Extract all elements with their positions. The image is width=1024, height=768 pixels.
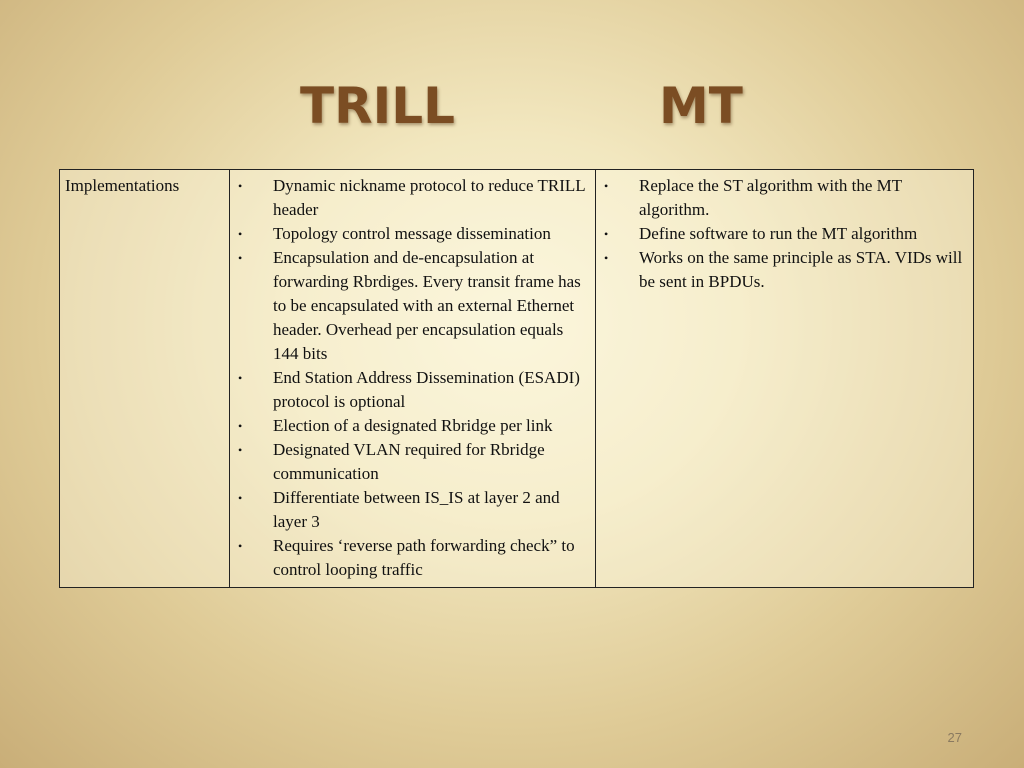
list-item-text: End Station Address Dissemination (ESADI) protocol is optional	[273, 368, 580, 411]
list-item-text: Designated VLAN required for Rbridge communication	[273, 440, 545, 483]
list-item	[235, 366, 590, 414]
row-label-cell	[60, 170, 230, 588]
title-mt: MT	[659, 77, 743, 135]
list-item-text: Election of a designated Rbridge per link	[273, 416, 553, 435]
list-item-text: Encapsulation and de-encapsulation at forwarding Rbrdiges. Every transit frame has to be encapsulated with an external Ethernet header. Overhead per encapsulation equals 144 bits	[273, 248, 581, 363]
list-item	[601, 246, 968, 294]
list-item-text: Define software to run the MT algorithm	[639, 224, 918, 243]
table-row	[60, 170, 974, 588]
list-item	[235, 486, 590, 534]
title-trill: TRILL	[300, 77, 455, 135]
bullet-icon: •	[238, 371, 243, 385]
list-item	[235, 414, 590, 438]
list-item-text: Dynamic nickname protocol to reduce TRILL header	[273, 176, 586, 219]
page-number: 27	[947, 730, 962, 745]
trill-cell	[230, 170, 596, 588]
list-item-text: Topology control message dissemination	[273, 224, 551, 243]
row-label: Implementations	[65, 176, 180, 195]
list-item	[601, 174, 968, 222]
list-item-text: Works on the same principle as STA. VIDs will be sent in BPDUs.	[639, 248, 963, 291]
list-item	[235, 534, 590, 582]
list-item-text: Replace the ST algorithm with the MT algorithm.	[639, 176, 902, 219]
list-item	[235, 174, 590, 222]
comparison-table	[59, 169, 974, 588]
list-item	[235, 222, 590, 246]
bullet-icon: •	[238, 539, 243, 553]
bullet-icon: •	[238, 491, 243, 505]
bullet-icon: •	[238, 443, 243, 457]
list-item	[235, 438, 590, 486]
bullet-icon: •	[238, 179, 243, 193]
bullet-icon: •	[604, 179, 609, 193]
slide-title	[0, 74, 1024, 138]
mt-list	[601, 174, 968, 294]
bullet-icon: •	[604, 227, 609, 241]
list-item	[601, 222, 968, 246]
bullet-icon: •	[238, 419, 243, 433]
mt-cell	[596, 170, 974, 588]
bullet-icon: •	[604, 251, 609, 265]
list-item	[235, 246, 590, 366]
trill-list	[235, 174, 590, 582]
list-item-text: Differentiate between IS_IS at layer 2 and layer 3	[273, 488, 560, 531]
list-item-text: Requires ‘reverse path forwarding check” to control looping traffic	[273, 536, 575, 579]
bullet-icon: •	[238, 251, 243, 265]
bullet-icon: •	[238, 227, 243, 241]
